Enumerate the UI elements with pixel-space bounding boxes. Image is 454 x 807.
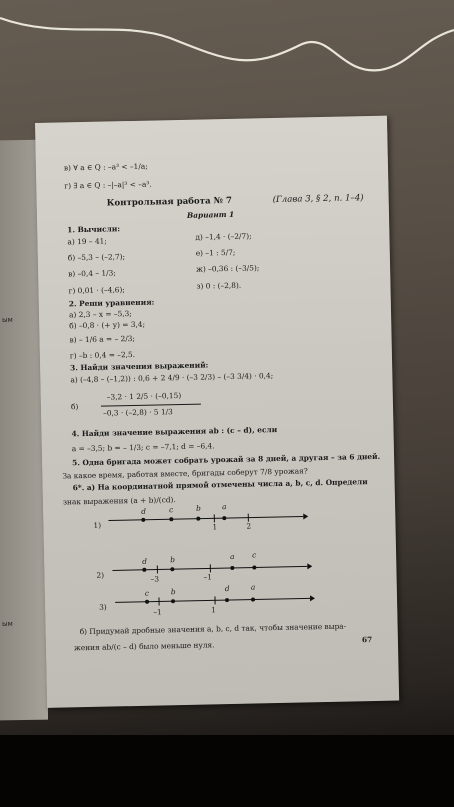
tick-label: –1 — [203, 572, 213, 582]
task-item: д) –1,4 · (–2/7); — [195, 231, 252, 242]
book-page — [35, 116, 399, 708]
task-item: в) – 1/6 a = – 2/3; — [69, 333, 136, 345]
fraction-denominator: –0,3 · (–2,8) · 5 1/3 — [102, 407, 173, 418]
task-item: в) –0,4 – 1/3; — [68, 268, 116, 279]
point-label: d — [142, 556, 148, 566]
point-label: c — [144, 588, 150, 598]
page-title: Контрольная работа № 7 — [106, 195, 233, 209]
tick-label: 1 — [211, 605, 217, 615]
task-item: а) 19 – 41; — [67, 236, 107, 247]
task-text: знак выражения (a + b)/(cd). — [62, 495, 176, 507]
tick-label: 2 — [246, 521, 252, 531]
task-item: г) –b : 0,4 = –2,5. — [69, 349, 136, 361]
dark-foreground — [0, 735, 454, 807]
numberline-label: 3) — [99, 602, 107, 612]
point-label: d — [224, 584, 230, 594]
title-ref: (Глава 3, § 2, п. 1–4) — [272, 193, 364, 206]
point-label: a — [230, 551, 235, 562]
point-label: b — [170, 587, 176, 597]
tick-label: 1 — [212, 522, 218, 532]
variant-title: Вариант 1 — [186, 209, 235, 220]
numberline-label: 1) — [93, 520, 102, 530]
task-heading: 6*. а) На координатной прямой отмечены числа a, b, c, d. Определи — [72, 477, 368, 493]
fraction-bar — [101, 404, 201, 407]
page-number: 67 — [361, 635, 373, 645]
left-page-word: ым — [2, 620, 13, 628]
task-heading: 1. Вычисли: — [67, 224, 121, 235]
task-text: За какое время, работая вместе, бригады соберут 7/8 урожая? — [62, 466, 308, 481]
tick-label: –3 — [150, 574, 160, 584]
task-item: a = –3,5; b = – 1/3; c = –7,1; d = –6,4. — [71, 441, 215, 454]
task-item: б) –0,8 · (+ y) = 3,4; — [69, 319, 146, 331]
task-heading: 3. Найди значения выражений: — [70, 360, 209, 373]
task-item: а) 2,3 – x = –5,3; — [68, 309, 132, 320]
task-item: е) –1 : 5/7; — [195, 247, 236, 258]
task-item: ж) –0,36 : (–3/5); — [196, 263, 260, 274]
top-item: г) ∃ a ∈ Q : –|–a|³ < –a³. — [64, 179, 152, 191]
task-heading: 4. Найди значение выражения ab : (c – d), если — [71, 424, 278, 439]
task-item: г) 0,01 · (–4,6); — [68, 285, 125, 296]
point-label: c — [169, 505, 174, 515]
task-item: б) –5,3 – (–2,7); — [67, 252, 126, 263]
task-heading: 2. Реши уравнения: — [68, 297, 155, 309]
task-item: а) (–4,8 – (–1,2)) : 0,6 + 2 4/9 · (–3 2/3) – (–3 3/4) · 0,4; — [70, 371, 274, 385]
task-text: жения ab/(c – d) было меньше нуля. — [73, 640, 215, 653]
point-label: a — [250, 582, 256, 592]
point-label: d — [141, 506, 146, 516]
tick-label: –1 — [153, 607, 162, 617]
point-label: b — [170, 555, 176, 565]
task-text: б) Придумай дробные значения a, b, c, d так, чтобы значение выра- — [79, 621, 347, 637]
point-label: b — [196, 503, 201, 513]
top-item: в) ∀ a ∈ Q : –a³ < –1/a; — [63, 161, 148, 173]
point-label: a — [221, 502, 227, 512]
numberline-label: 2) — [96, 570, 105, 580]
task-heading: 5. Одна бригада может собрать урожай за 8 дней, а другая – за 6 дней. — [72, 451, 381, 468]
point-label: c — [252, 550, 257, 560]
number-line-1 — [108, 502, 309, 536]
fraction-numerator: –3,2 · 1 2/5 · (–0,15) — [106, 390, 182, 402]
task-item-label: б) — [70, 402, 79, 412]
left-page-word: ым — [2, 316, 13, 324]
task-item: з) 0 : (–2,8). — [196, 280, 242, 291]
